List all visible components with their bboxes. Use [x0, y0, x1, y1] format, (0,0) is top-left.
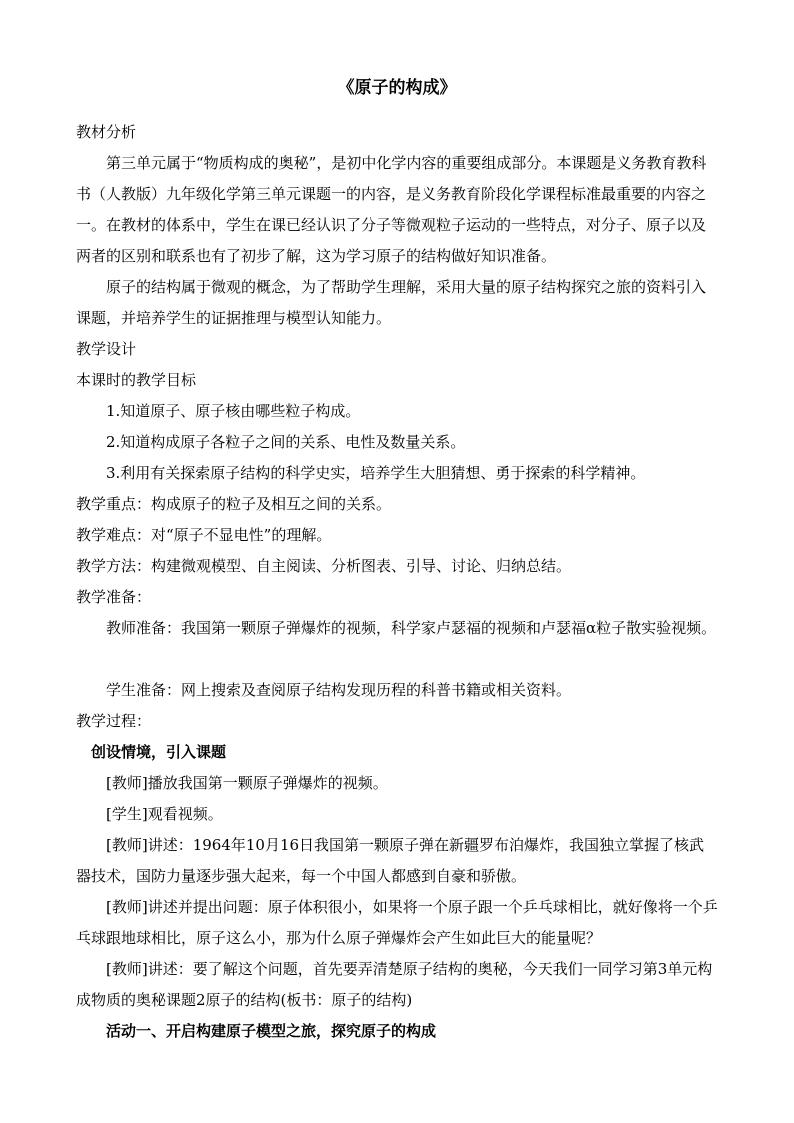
process-heading: 教学过程： [76, 712, 152, 730]
student-preparation: 学生准备：网上搜索及查阅原子结构发现历程的科普书籍或相关资料。 [106, 681, 572, 699]
material-paragraph-2: 原子的结构属于微观的概念，为了帮助学生理解，采用大量的原子结构探究之旅的资料引入课题，并培养学生的证据推理与模型认知能力。 [76, 278, 707, 327]
step-intro-heading: 创设情境，引入课题 [91, 743, 227, 761]
key-point: 教学重点：构成原子的粒子及相互之间的关系。 [76, 495, 392, 513]
activity-one-heading: 活动一、开启构建原子模型之旅，探究原子的构成 [106, 1022, 437, 1040]
difficulty: 教学难点：对“原子不显电性”的理解。 [76, 526, 332, 544]
process-line-3: [教师]讲述：1964年10月16日我国第一颗原子弹在新疆罗布泊爆炸，我国独立掌握了核武器技术，国防力量逐步强大起来，每一个中国人都感到自豪和骄傲。 [76, 836, 705, 885]
document-title: 《原子的构成》 [337, 78, 457, 98]
material-paragraph-1: 第三单元属于“物质构成的奥秘”，是初中化学内容的重要组成部分。本课题是义务教育教科书（人教版）九年级化学第三单元课题一的内容，是义务教育阶段化学课程标准最重要的内容之一。在教材的体系中，学生在课已经认识了分子等微观粒子运动的一些特点，对分子、原子以及两者的区别和联系也有了初步了解，这为学习原子的结构做好知识准备。 [76, 154, 707, 265]
teacher-preparation: 教师准备：我国第一颗原子弹爆炸的视频，科学家卢瑟福的视频和卢瑟福α粒子散实验视频。 [106, 619, 717, 637]
preparation-heading: 教学准备： [76, 588, 152, 606]
process-line-2: [学生]观看视频。 [106, 805, 223, 823]
process-line-4: [教师]讲述并提出问题：原子体积很小，如果将一个原子跟一个乒乓球相比，就好像将一个乒乓球跟地球相比，原子这么小，那为什么原子弹爆炸会产生如此巨大的能量呢？ [76, 898, 718, 947]
objective-item-3: 3.利用有关探索原子结构的科学史实，培养学生大胆猜想、勇于探索的科学精神。 [106, 464, 646, 482]
teaching-methods: 教学方法：构建微观模型、自主阅读、分析图表、引导、讨论、归纳总结。 [76, 557, 572, 575]
objectives-heading: 本课时的教学目标 [76, 371, 197, 389]
objective-item-2: 2.知道构成原子各粒子之间的关系、电性及数量关系。 [106, 433, 466, 451]
section-heading-material: 教材分析 [76, 123, 137, 141]
process-line-5: [教师]讲述：要了解这个问题，首先要弄清楚原子结构的奥秘，今天我们一同学习第3单元构成物质的奥秘课题2原子的结构(板书：原子的结构) [76, 960, 713, 1009]
section-heading-design: 教学设计 [76, 340, 137, 358]
process-line-1: [教师]播放我国第一颗原子弹爆炸的视频。 [106, 774, 388, 792]
objective-item-1: 1.知道原子、原子核由哪些粒子构成。 [106, 402, 361, 420]
